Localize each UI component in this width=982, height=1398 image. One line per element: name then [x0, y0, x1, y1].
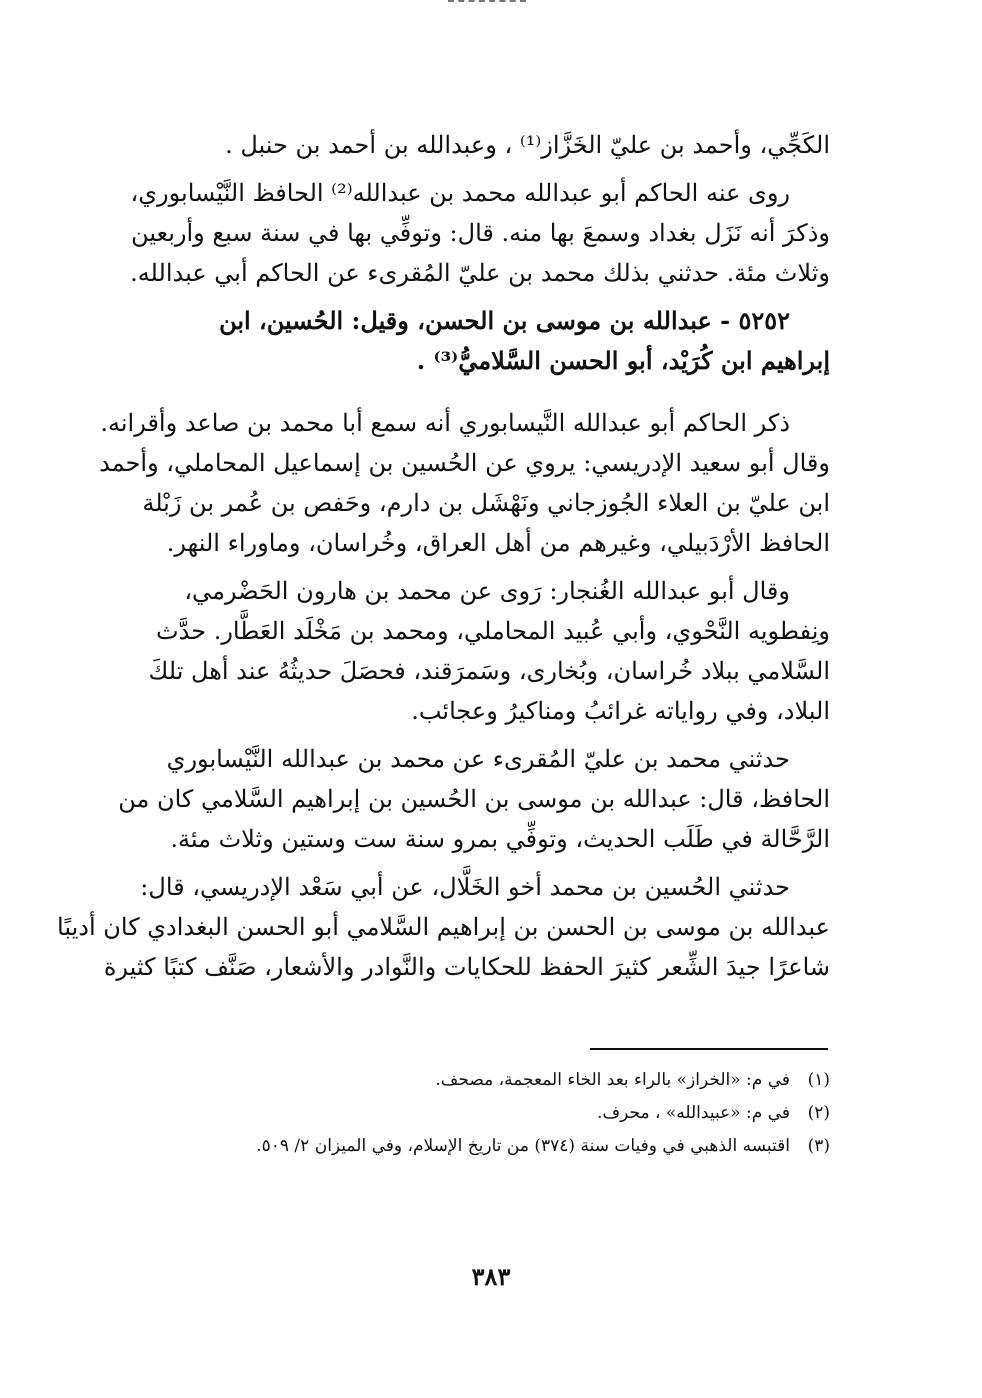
footnote	[140, 1130, 830, 1163]
footnote-text: في م: «عبيدالله» ، محرف.	[597, 1103, 790, 1123]
text-line: السَّلامي ببلاد خُراسان، وبُخارى، وسَمرَقند، فحصَلَ حديثُهُ عند أهل تلكَ	[148, 657, 830, 685]
footnotes	[140, 1064, 830, 1163]
text-line: إبراهيم ابن كُرَيْد، أبو الحسن السَّلاميُّ⁽³⁾ .	[416, 346, 830, 375]
main-text	[57, 125, 830, 987]
paragraph	[140, 571, 830, 731]
text-line: شاعرًا جيدَ الشِّعر كثيرَ الحفظ للحكايات والنَّوادر والأشعار، صَنَّف كتبًا كثيرة	[103, 953, 830, 981]
paragraph-gap	[140, 563, 830, 571]
footnote-number: (٢)	[807, 1103, 830, 1123]
text-line: ٥٢٥٢ - عبدالله بن موسى بن الحسن، وقيل: الحُسين، ابن	[219, 306, 790, 335]
text-line: وذكرَ أنه نَزَل بغداد وسمعَ بها منه. قال: وتوفِّي بها في سنة سبع وأربعين	[131, 219, 830, 247]
paragraph-gap	[140, 165, 830, 173]
text-line: وثلاث مئة. حدثني بذلك محمد بن عليّ المُقرىء عن الحاكم أبي عبدالله.	[130, 259, 830, 287]
footnote-number: (١)	[807, 1070, 830, 1090]
paragraph	[118, 739, 830, 859]
text-line: حدثني محمد بن عليّ المُقرىء عن محمد بن عبدالله النَّيْسابوري	[166, 745, 790, 773]
paragraph	[57, 867, 830, 987]
text-line: وقال أبو سعيد الإدريسي: يروي عن الحُسين بن إسماعيل المحاملي، وأحمد	[99, 449, 830, 477]
text-line: وقال أبو عبدالله الغُنجار: رَوى عن محمد بن هارون الحَضْرمي،	[184, 577, 790, 605]
footnote	[140, 1097, 830, 1130]
paragraph	[99, 403, 830, 563]
text-line: الرَّحَّالة في طَلَب الحديث، وتوفِّي بمرو سنة ست وستين وثلاث مئة.	[170, 825, 830, 853]
text-line: حدثني الحُسين بن محمد أخو الخَلَّال، عن أبي سَعْد الإدريسي، قال:	[140, 873, 790, 901]
paragraph-gap	[140, 859, 830, 867]
paragraph-gap	[140, 731, 830, 739]
top-scan-mark	[448, 0, 526, 8]
text-line: الحافظ الأرْدَبيلي، وغيرهم من أهل العراق، وخُراسان، وماوراء النهر.	[166, 529, 830, 557]
footnote-number: (٣)	[807, 1136, 830, 1156]
footnote-text: اقتبسه الذهبي في وفيات سنة (٣٧٤) من تاريخ الإسلام، وفي الميزان ٢/ ٥٠٩.	[256, 1136, 790, 1156]
text-line: روى عنه الحاكم أبو عبدالله محمد بن عبدالله⁽²⁾ الحافظ النَّيْسابوري،	[130, 179, 790, 207]
footnote-separator	[590, 1048, 828, 1050]
paragraph-gap	[140, 381, 830, 403]
text-line: ونِفطويه النَّحْوي، وأبي عُبيد المحاملي، ومحمد بن مَخْلَد العَطَّار. حدَّث	[156, 617, 830, 645]
text-line: ذكر الحاكم أبو عبدالله النَّيسابوري أنه سمع أبا محمد بن صاعد وأقرانه.	[100, 409, 790, 437]
footnote	[140, 1064, 830, 1097]
text-line: ابن عليّ بن العلاء الجُوزجاني ونَهْشَل بن دارم، وحَفص بن عُمر بن زَبْلة	[142, 489, 830, 517]
paragraph	[140, 301, 830, 381]
paragraph-gap	[140, 293, 830, 301]
page-number: ٣٨٣	[471, 1262, 511, 1291]
paragraph	[140, 125, 830, 165]
footnote-text: في م: «الخراز» بالراء بعد الخاء المعجمة، مصحف.	[435, 1070, 790, 1090]
text-line: البلاد، وفي رواياته غرائبُ ومناكيرُ وعجائب.	[411, 697, 830, 725]
text-line: عبدالله بن موسى بن الحسن بن إبراهيم السَّلامي أبو الحسن البغدادي كان أديبًا	[57, 913, 830, 941]
paragraph	[130, 173, 830, 293]
text-line: الكَجِّي، وأحمد بن عليّ الخَزَّاز⁽¹⁾ ، وعبدالله بن أحمد بن حنبل .	[225, 131, 830, 159]
text-line: الحافظ، قال: عبدالله بن موسى بن الحُسين بن إبراهيم السَّلامي كان من	[118, 785, 830, 813]
